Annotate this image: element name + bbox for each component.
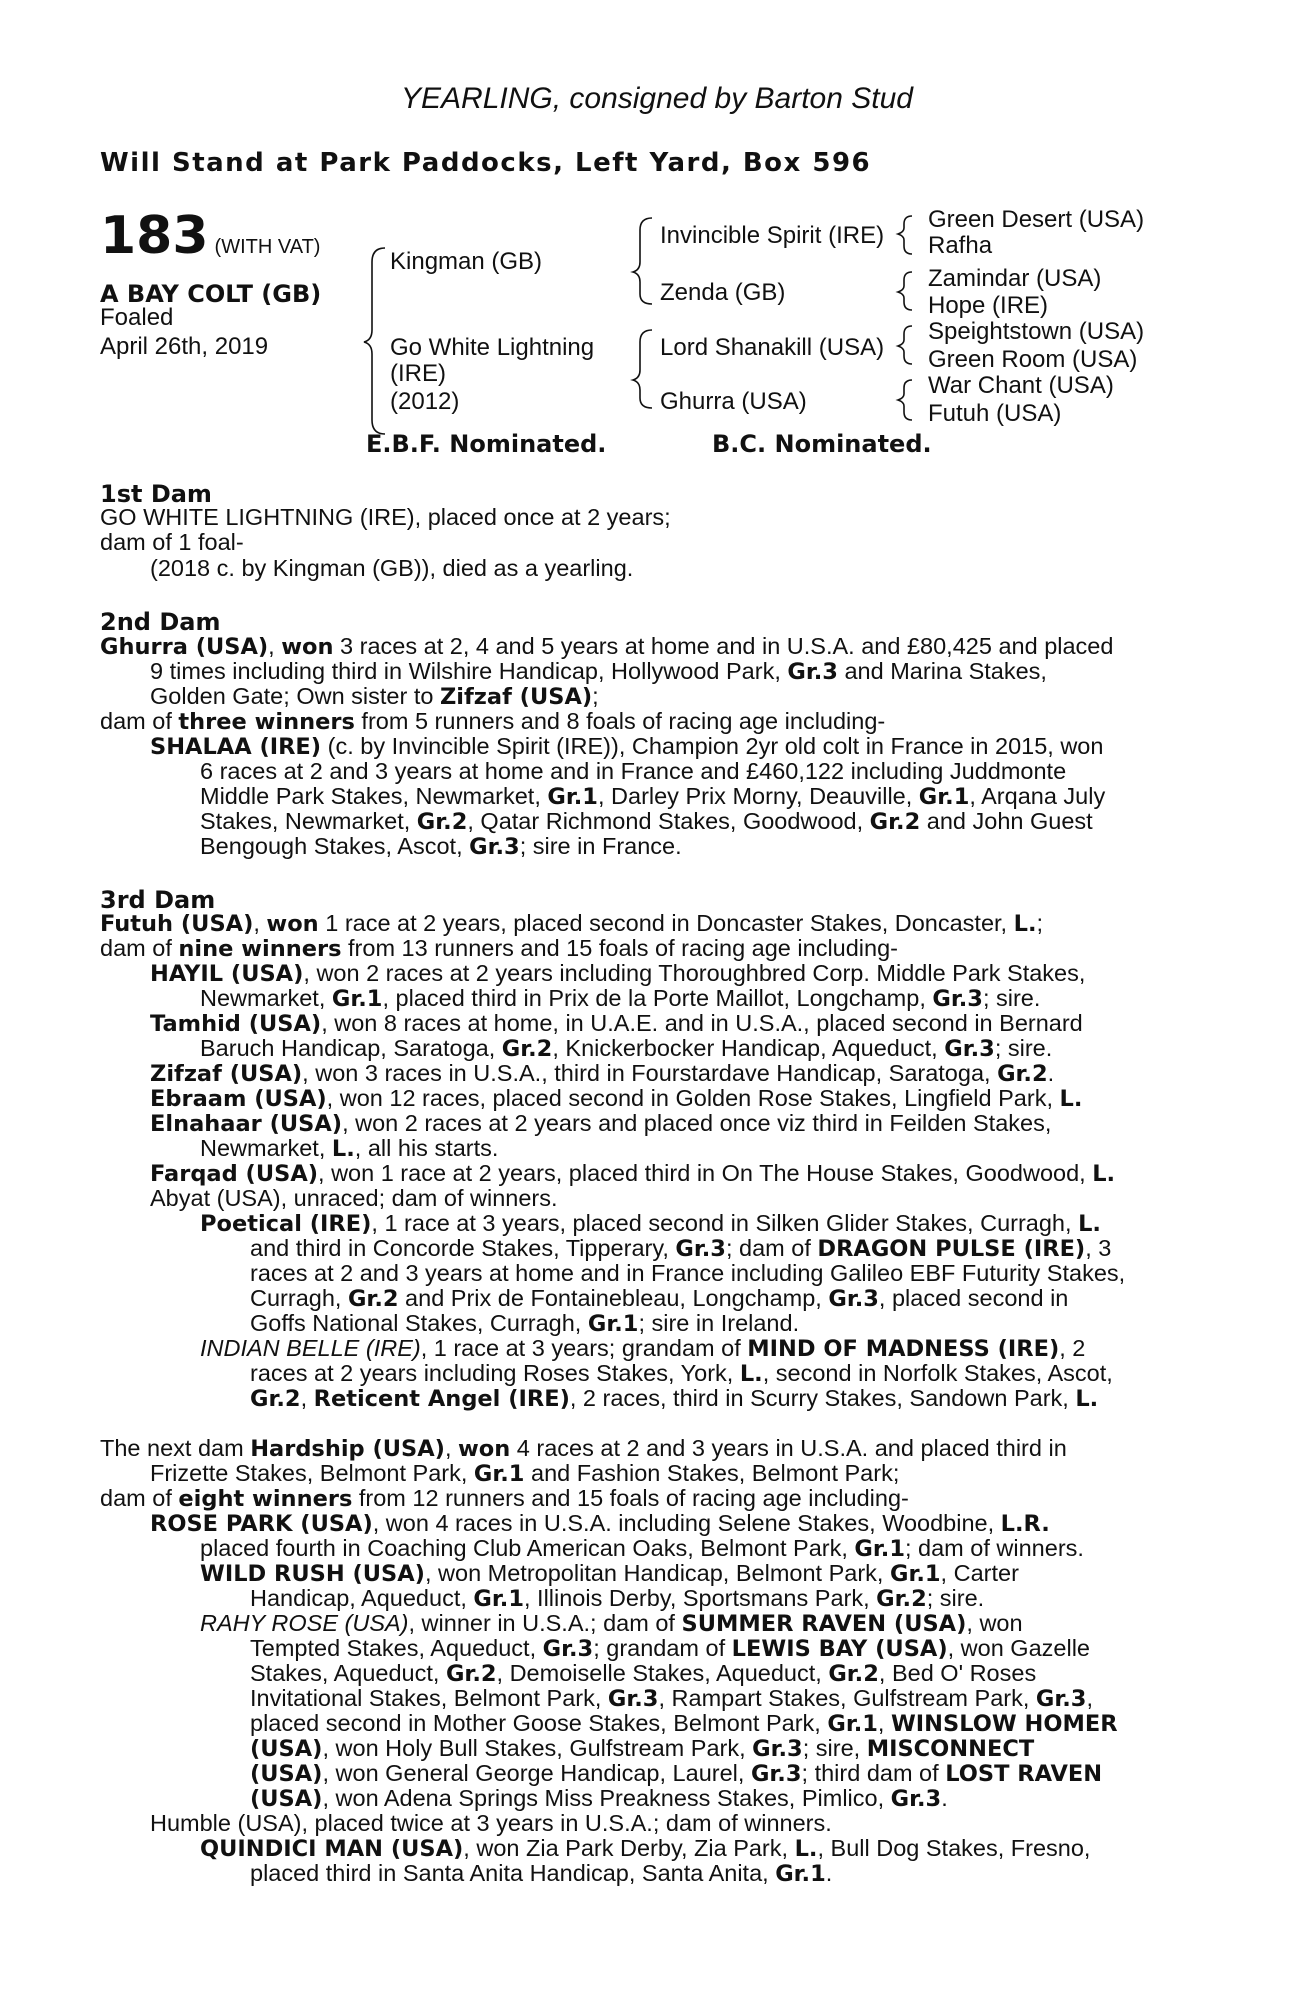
- bracket-dd: [898, 380, 912, 420]
- bracket-ds: [898, 326, 912, 364]
- next-dam-line: placed second in Mother Goose Stakes, Belmont Park, Gr.1, WINSLOW HOMER: [250, 1710, 1118, 1737]
- third-dam-title: 3rd Dam: [100, 886, 216, 914]
- pedigree-dd-dam: Futuh (USA): [928, 400, 1062, 427]
- next-dam-line: QUINDICI MAN (USA), won Zia Park Derby, Zia Park, L., Bull Dog Stakes, Fresno,: [200, 1835, 1091, 1862]
- second-dam-line: Golden Gate; Own sister to Zifzaf (USA);: [150, 683, 599, 710]
- next-dam-line: WILD RUSH (USA), won Metropolitan Handicap, Belmont Park, Gr.1, Carter: [200, 1560, 1019, 1587]
- vat-label: (WITH VAT): [214, 236, 321, 258]
- third-dam-line: Goffs National Stakes, Curragh, Gr.1; sire in Ireland.: [250, 1310, 800, 1337]
- third-dam-line: Abyat (USA), unraced; dam of winners.: [150, 1185, 558, 1211]
- third-dam-line: Poetical (IRE), 1 race at 3 years, placed second in Silken Glider Stakes, Curragh, L.: [200, 1210, 1101, 1237]
- second-dam-line: dam of three winners from 5 runners and 8 foals of racing age including-: [100, 708, 886, 735]
- third-dam-line: Futuh (USA), won 1 race at 2 years, placed second in Doncaster Stakes, Doncaster, L.;: [100, 910, 1044, 937]
- second-dam-line: 9 times including third in Wilshire Handicap, Hollywood Park, Gr.3 and Marina Stakes,: [150, 658, 1047, 685]
- first-dam-line: GO WHITE LIGHTNING (IRE), placed once at 2 years;: [100, 504, 671, 530]
- third-dam-line: Curragh, Gr.2 and Prix de Fontainebleau, Longchamp, Gr.3, placed second in: [250, 1285, 1069, 1312]
- horse-description: A BAY COLT (GB): [100, 280, 322, 308]
- next-dam-line: placed third in Santa Anita Handicap, Santa Anita, Gr.1.: [250, 1860, 833, 1887]
- pedigree-sd-sire: Zamindar (USA): [928, 265, 1102, 292]
- third-dam-line: Tamhid (USA), won 8 races at home, in U.A.E. and in U.S.A., placed second in Bernard: [150, 1010, 1083, 1037]
- foaled-label: Foaled: [100, 304, 174, 331]
- next-dam-line: (USA), won General George Handicap, Laurel, Gr.3; third dam of LOST RAVEN: [250, 1760, 1103, 1787]
- bc-nomination: B.C. Nominated.: [712, 430, 932, 458]
- next-dam-line: Humble (USA), placed twice at 3 years in U.S.A.; dam of winners.: [150, 1810, 832, 1836]
- bracket-generation-1: [364, 248, 385, 434]
- third-dam-line: races at 2 years including Roses Stakes, York, L., second in Norfolk Stakes, Ascot,: [250, 1360, 1113, 1387]
- next-dam-line: dam of eight winners from 12 runners and 15 foals of racing age including-: [100, 1485, 909, 1512]
- next-dam-line: (USA), won Holy Bull Stakes, Gulfstream Park, Gr.3; sire, MISCONNECT: [250, 1735, 1035, 1762]
- pedigree-dam-line3: (2012): [390, 388, 460, 415]
- lot-number-value: 183: [100, 206, 209, 266]
- third-dam-line: Elnahaar (USA), won 2 races at 2 years and placed once viz third in Feilden Stakes,: [150, 1110, 1052, 1137]
- bracket-ss: [898, 216, 912, 254]
- second-dam-line: Middle Park Stakes, Newmarket, Gr.1, Darley Prix Morny, Deauville, Gr.1, Arqana July: [200, 783, 1106, 810]
- bracket-sire: [633, 218, 652, 304]
- third-dam-line: Farqad (USA), won 1 race at 2 years, placed third in On The House Stakes, Goodwood, L.: [150, 1160, 1116, 1187]
- bracket-sd: [898, 272, 912, 310]
- first-dam-line: dam of 1 foal-: [100, 529, 244, 555]
- pedigree-ss-dam: Rafha: [928, 232, 993, 259]
- pedigree-ds-sire: Speightstown (USA): [928, 318, 1145, 345]
- next-dam-line: Handicap, Aqueduct, Gr.1, Illinois Derby, Sportsmans Park, Gr.2; sire.: [250, 1585, 985, 1612]
- second-dam-line: Stakes, Newmarket, Gr.2, Qatar Richmond Stakes, Goodwood, Gr.2 and John Guest: [200, 808, 1093, 835]
- third-dam-line: Newmarket, L., all his starts.: [200, 1135, 499, 1162]
- pedigree-ds-dam: Green Room (USA): [928, 346, 1138, 373]
- pedigree-sire-sire: Invincible Spirit (IRE): [660, 222, 885, 249]
- next-dam-line: (USA), won Adena Springs Miss Preakness Stakes, Pimlico, Gr.3.: [250, 1785, 948, 1812]
- third-dam-line: and third in Concorde Stakes, Tipperary, Gr.3; dam of DRAGON PULSE (IRE), 3: [250, 1235, 1112, 1262]
- pedigree-ss-sire: Green Desert (USA): [928, 206, 1145, 233]
- next-dam-line: Frizette Stakes, Belmont Park, Gr.1 and Fashion Stakes, Belmont Park;: [150, 1460, 900, 1487]
- third-dam-line: Ebraam (USA), won 12 races, placed second in Golden Rose Stakes, Lingfield Park, L.: [150, 1085, 1083, 1112]
- pedigree-dam-line1: Go White Lightning: [390, 334, 595, 361]
- pedigree-sire: Kingman (GB): [390, 248, 543, 275]
- pedigree-dam-sire: Lord Shanakill (USA): [660, 334, 885, 361]
- third-dam-line: HAYIL (USA), won 2 races at 2 years including Thoroughbred Corp. Middle Park Stakes,: [150, 960, 1086, 987]
- next-dam-line: Invitational Stakes, Belmont Park, Gr.3, Rampart Stakes, Gulfstream Park, Gr.3,: [250, 1685, 1093, 1712]
- third-dam-line: Baruch Handicap, Saratoga, Gr.2, Knickerbocker Handicap, Aqueduct, Gr.3; sire.: [200, 1035, 1053, 1062]
- third-dam-line: INDIAN BELLE (IRE), 1 race at 3 years; grandam of MIND OF MADNESS (IRE), 2: [200, 1335, 1086, 1362]
- next-dam-line: Stakes, Aqueduct, Gr.2, Demoiselle Stakes, Aqueduct, Gr.2, Bed O' Roses: [250, 1660, 1037, 1687]
- third-dam-line: races at 2 and 3 years at home and in France including Galileo EBF Futurity Stakes,: [250, 1260, 1126, 1286]
- second-dam-line: Ghurra (USA), won 3 races at 2, 4 and 5 years at home and in U.S.A. and £80,425 and placed: [100, 633, 1114, 660]
- next-dam-line: RAHY ROSE (USA), winner in U.S.A.; dam of SUMMER RAVEN (USA), won: [200, 1610, 1023, 1637]
- first-dam-title: 1st Dam: [100, 480, 212, 508]
- pedigree-sire-dam: Zenda (GB): [660, 279, 786, 306]
- pedigree-dam-dam: Ghurra (USA): [660, 388, 807, 415]
- next-dam-line: The next dam Hardship (USA), won 4 races at 2 and 3 years in U.S.A. and placed third in: [100, 1435, 1067, 1462]
- next-dam-line: ROSE PARK (USA), won 4 races in U.S.A. including Selene Stakes, Woodbine, L.R.: [150, 1510, 1050, 1537]
- bracket-dam: [633, 330, 652, 408]
- pedigree-dd-sire: War Chant (USA): [928, 372, 1114, 399]
- foaled-date: April 26th, 2019: [100, 333, 269, 360]
- second-dam-line: SHALAA (IRE) (c. by Invincible Spirit (IRE)), Champion 2yr old colt in France in 2015, won: [150, 733, 1104, 760]
- second-dam-title: 2nd Dam: [100, 608, 221, 636]
- pedigree-dam-line2: (IRE): [390, 360, 446, 387]
- third-dam-line: dam of nine winners from 13 runners and 15 foals of racing age including-: [100, 935, 898, 962]
- pedigree-sd-dam: Hope (IRE): [928, 292, 1049, 319]
- third-dam-line: Zifzaf (USA), won 3 races in U.S.A., third in Fourstardave Handicap, Saratoga, Gr.2.: [150, 1060, 1055, 1087]
- page-title: YEARLING, consigned by Barton Stud: [401, 82, 913, 115]
- second-dam-line: Bengough Stakes, Ascot, Gr.3; sire in France.: [200, 833, 682, 860]
- third-dam-line: Newmarket, Gr.1, placed third in Prix de la Porte Maillot, Longchamp, Gr.3; sire.: [200, 985, 1041, 1012]
- first-dam-line: (2018 c. by Kingman (GB)), died as a yearling.: [150, 555, 634, 581]
- ebf-nomination: E.B.F. Nominated.: [366, 430, 607, 458]
- third-dam-line: Gr.2, Reticent Angel (IRE), 2 races, third in Scurry Stakes, Sandown Park, L.: [250, 1385, 1099, 1412]
- stand-location: Will Stand at Park Paddocks, Left Yard, Box 596: [100, 148, 872, 178]
- next-dam-line: Tempted Stakes, Aqueduct, Gr.3; grandam of LEWIS BAY (USA), won Gazelle: [250, 1635, 1090, 1662]
- second-dam-line: 6 races at 2 and 3 years at home and in France and £460,122 including Juddmonte: [200, 758, 1067, 784]
- next-dam-line: placed fourth in Coaching Club American Oaks, Belmont Park, Gr.1; dam of winners.: [200, 1535, 1084, 1562]
